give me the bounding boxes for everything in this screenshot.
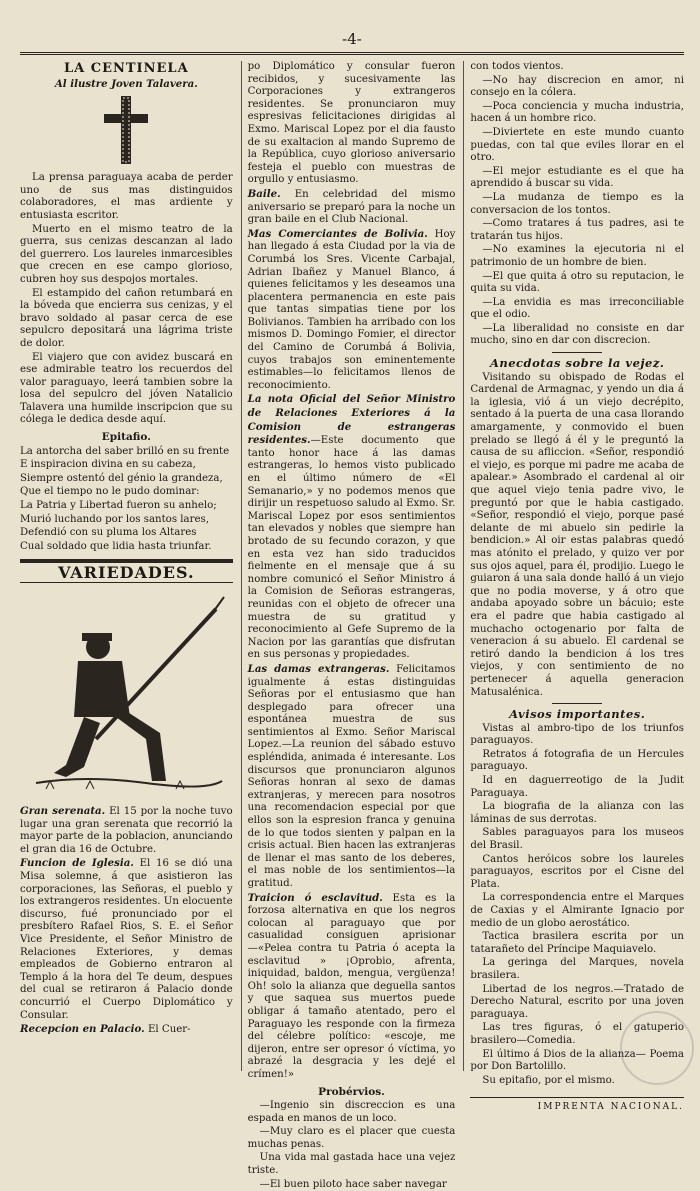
proverb: —Como tratares á tus padres, asi te tratarán tus hijos. [470, 218, 684, 242]
column-2 [241, 61, 456, 1190]
proverb: —El mejor estudiante es el que ha aprendido á buscar su vida. [470, 165, 684, 190]
page-number: -4- [342, 30, 362, 48]
proverb: —La envidia es mas irreconciliable que el odio. [470, 296, 684, 321]
epitafio-poem [20, 446, 233, 554]
poem-line: Defendió con su pluma los Altares [20, 527, 197, 539]
baile-title: Baile. [247, 187, 281, 200]
nota-title: La nota Oficial del Señor Ministro de Relaciones Exteriores á la Comision de estrangeras residentes. [247, 393, 456, 447]
recepcion-title: Recepcion en Palacio. [20, 1023, 145, 1036]
proverb: con todos vientos. [470, 61, 564, 72]
aviso-item: Las tres figuras, ó el gatuperio brasilero—Comedia. [470, 1022, 684, 1046]
funcion-article [20, 857, 233, 1022]
aviso-item: Vistas al ambro-tipo de los triunfos paraguayos. [470, 722, 684, 747]
intro-paragraph-1: La prensa paraguaya acaba de perder uno de sus mas distinguidos colaboradores, el mas ardiente y entusiasta escritor. [20, 172, 233, 221]
funcion-text: El 16 se dió una Misa solemne, á que asistieron las corporaciones, las Señoras, el pueblo y los extrangeros residentes. Un elocuente discurso, fué pronunciado por el presbítero Rafael Rios, S. E. el Señor Vice Presidente, el Señor Ministro de Relaciones Exteriores, y demas empleados de Gobierno entraron al Templo á la hora del Te deum, despues del cual se retiraron á Palacio donde concurrió el Cuerpo Diplomático y Consular. [20, 858, 233, 1021]
proverb: Una vida mal gastada hace una vejez triste. [247, 1152, 456, 1177]
masthead: LA CENTINELA [63, 61, 189, 76]
epitafio-title: Epitafio. [101, 431, 151, 444]
library-stamp-icon [620, 1011, 694, 1085]
baile-article [248, 188, 456, 227]
poem-line: Que el tiempo no le pudo dominar: [20, 486, 200, 498]
intro-paragraph-4: El viajero que con avidez buscará en ese admirable teatro los recuerdos del valor paraguayo, leerá tambien sobre la losa del sepulcro del jóven Natalicio Talavera una humilde inscripcion que su cólega le dedica desde aquí. [20, 351, 233, 426]
proverb: —Diviertete en este mundo cuanto puedas, con tal que eviles llorar en el otro. [470, 126, 684, 164]
intro-paragraph-3: El estampido del cañon retumbará en la bóveda que encierra sus cenizas, y el bravo soldado al pasar cerca de ese sepulcro depositará una lágrima triste de dolor. [20, 287, 233, 349]
dedication: Al ilustre Joven Talavera. [54, 77, 198, 90]
proverb: —La mudanza de tiempo es la conversacion de los tontos. [470, 191, 684, 216]
serenata-text: El 15 por la noche tuvo lugar una gran serenata que recorrió la mayor parte de la poblacion, anunciando el gran dia 16 de Octubre. [20, 806, 233, 855]
proverb: —El buen piloto hace saber navegar [259, 1178, 447, 1190]
aviso-item: Tactica brasilera escrita por un tatarañeto del Príncipe Maquiavelo. [470, 931, 684, 955]
recepcion-article [20, 1023, 233, 1037]
serenata-title: Gran serenata. [20, 805, 106, 817]
aviso-item: La biografia de la alianza con las láminas de sus derrotas. [470, 801, 684, 825]
aviso-item: Sables paraguayos para los museos del Brasil. [470, 827, 684, 852]
damas-text: Felicitamos igualmente á estas distinguidas Señoras por el entusiasmo que han desplegado para ofrecer una espontánea muestra de sus sentimientos al Exmo. Señor Mariscal Lopez.—La reunion del sábado estuvo espléndida, animada é interesante. Los discursos que pronunciaron algunos Señoras honran al sexo de damas extranjeras, y merecen para nosotros una recomendacion especial por que ellos son la espresion franca y genuina de lo que todos sienten y palpan en la crisis actual. Bien hacen las extranjeras de llenar el mas santo de los deberes, el mas noble de los sentimientos—la gratitud. [247, 663, 456, 889]
aviso-item: Id en daguerreotigo de la Judit Paraguaya. [470, 775, 684, 799]
aviso-item: Su epitafio, por el mismo. [482, 1074, 615, 1086]
traicion-text: Esta es la forzosa alternativa en que los negros colocan al paraguayo que por casualidad consiguen aprisionar—«Pelea contra tu Patria ó acepta la esclavitud » ¡Oprobio, afrenta, iniquidad, baldon, mengua, vergüenza! Oh! solo la alianza que deguella santos y que saquea sus muertos puede obligar á tamaño atentado, pero el Paraguayo les responde con la firmeza del célebre político: «escoje, me dijeron, entre ser opresor ó víctima, yo abrazé la desgracia y les dejé el crímen!» [247, 892, 456, 1080]
poem-line: La Patria y Libertad fueron su anhelo; [20, 500, 217, 512]
aviso-item: La geringa del Marques, novela brasilera. [470, 957, 684, 981]
comerciantes-text: Hoy han llegado á esta Ciudad por la via de Corumbá los Sres. Vicente Carbajal, Adrian Ibañez y Manuel Blanco, á quienes felicitamos y les deseamos una placentera permanencia en este pais que tantas simpatias tiene por los Bolivianos. Tambien ha arribado con los mismos D. Domingo Fomier, el director del Camino de Corumbá á Bolivia, cuyos trabajos son eminentemente estimables—lo felicitamos llenos de reconocimiento. [247, 228, 456, 391]
poem-line: Murió luchando por los santos lares, [20, 513, 209, 525]
comerciantes-title: Mas Comerciantes de Bolivia. [247, 227, 428, 240]
funcion-title: Funcion de Iglesia. [20, 857, 134, 870]
comerciantes-article [248, 228, 456, 393]
anecdotas-title: Anecdotas sobre la vejez. [489, 356, 665, 371]
poem-line: Siempre ostentó del génio la grandeza, [20, 472, 223, 484]
traicion-article [248, 892, 456, 1082]
proverb: —El que quita á otro su reputacion, le quita su vida. [470, 270, 684, 295]
proverb: —No hay discrecion en amor, ni consejo en la cólera. [470, 74, 684, 99]
divider [552, 352, 602, 353]
proverb: —La liberalidad no consiste en dar mucho, sino en dar con discrecion. [470, 322, 684, 347]
aviso-item: El último á Dios de la alianza— Poema por Don Bartolillo. [470, 1048, 684, 1073]
page-header [20, 30, 684, 55]
proverb: —Poca conciencia y mucha industria, hacen á un hombre rico. [470, 100, 684, 125]
proverb: —Ingenio sin discreccion es una espada en manos de un loco. [247, 1100, 456, 1124]
poem-line: La antorcha del saber brilló en su frente [20, 445, 230, 457]
recepcion-continued: po Diplomático y consular fueron recibidos, y sucesivamente las Corporaciones y extrangeros residentes. Se pronunciaron muy espresivas felicitaciones dirigidas al Exmo. Mariscal Lopez por el dia fausto de su exaltacion al mando Supremo de la República, cuyo glorioso aniversario festeja el pueblo con muestras de orgullo y entusiasmo. [247, 61, 456, 186]
poem-line: Cual soldado que lidia hasta triunfar. [20, 540, 212, 552]
proverb: —Muy claro es el placer que cuesta muchas penas. [247, 1126, 456, 1150]
column-3 [463, 61, 684, 1113]
column-1 [20, 61, 233, 1071]
aviso-item: Cantos heróicos sobre los laureles paraguayos, escritos por el Cisne del Plata. [470, 853, 684, 890]
proverb: —No examines la ejecutoria ni el patrimonio de un hombre de bien. [470, 244, 684, 268]
recepcion-text: El Cuer- [147, 1024, 191, 1036]
kneeling-soldier-illustration [26, 589, 226, 799]
poem-line: E inspiracion divina en su cabeza, [20, 459, 196, 471]
traicion-title: Traicion ó esclavitud. [247, 891, 383, 904]
memorial-cross-icon [96, 94, 156, 166]
nota-article [248, 393, 456, 661]
printer-imprint: IMPRENTA NACIONAL. [470, 1097, 684, 1114]
damas-title: Las damas extrangeras. [247, 662, 390, 675]
avisos-title: Avisos importantes. [509, 707, 646, 722]
nota-text: —Este documento que tanto honor hace á las damas estrangeras, lo hemos visto publicado en el último número de «El Semanario,» y no podemos menos que dirijir un respetuoso saludo al Exmo. Sr. Mariscal Lopez por esos sentimientos tan elevados y nobles que siempre han brotado de su fecundo corazon, y que en esta vez han sido traducidos fielmente en el mensaje que á su nombre comunicó el Señor Ministro á la Comision de Señoras estrangeras, reunidas con el objeto de ofrecer una muestra de su gratitud y reconocimiento al Gefe Supremo de la Nacion por las garantías que disfrutan en sus personas y propiedades. [247, 435, 456, 661]
aviso-item: La correspondencia entre el Marques de Caxias y el Almirante Ignacio por medio de un globo aerostático. [470, 892, 684, 929]
aviso-item: Libertad de los negros.—Tratado de Derecho Natural, escrito por una joven paraguaya. [470, 983, 684, 1020]
serenata-article [20, 805, 233, 856]
columns [20, 61, 684, 1190]
variedades-heading: VARIEDADES. [20, 567, 233, 583]
intro-paragraph-2: Muerto en el mismo teatro de la guerra, sus cenizas descanzan al lado del guerrero. Los laureles inmarcesibles que crecen en ese campo glorioso, cubren hoy sus despojos mortales. [20, 223, 233, 285]
anecdotas-text: Visitando su obispado de Rodas el Cardenal de Armagnac, y yendo un dia á la iglesia, vió á un viejo decrépito, sentado á la puerta de una casa llorando amargamente, y conmovido el buen prelado se llegó á él y le preguntó la causa de su afliccion. «Señor, respondió el viejo, es porque mi padre me acaba de apalear.» Asombrado el cardenal al oir que aquel viejo tenia padre vivo, le preguntó por que le habia castigado. «Señor, respondió el viejo, porque pasé delante de mi abuelo sin pedirle la bendicion.» Al oir estas palabras quedó mas atónito el prelado, y quizo ver por sus ojos aquel, para él, prodijio. Luego le guiaron á una sala donde halló á un viejo que no podia moverse, y á otro que andaba apoyado sobre un bácuio; este era el padre que habia castigado al muchacho octogenario por falta de veneracion á su abuelo. El cardenal se retiró dando la bendicion á los tres viejos, y con sentimiento de no pertenecer á aquella generacion Matusalénica. [470, 371, 684, 698]
divider [552, 703, 602, 704]
baile-text: En celebridad del mismo aniversario se preparó para la noche un gran baile en el Club Nacional. [247, 188, 456, 226]
damas-article [248, 663, 456, 891]
aviso-item: Retratos á fotografia de un Hercules paraguayo. [470, 748, 684, 773]
proverbios-title: Probérvios. [318, 1085, 385, 1098]
